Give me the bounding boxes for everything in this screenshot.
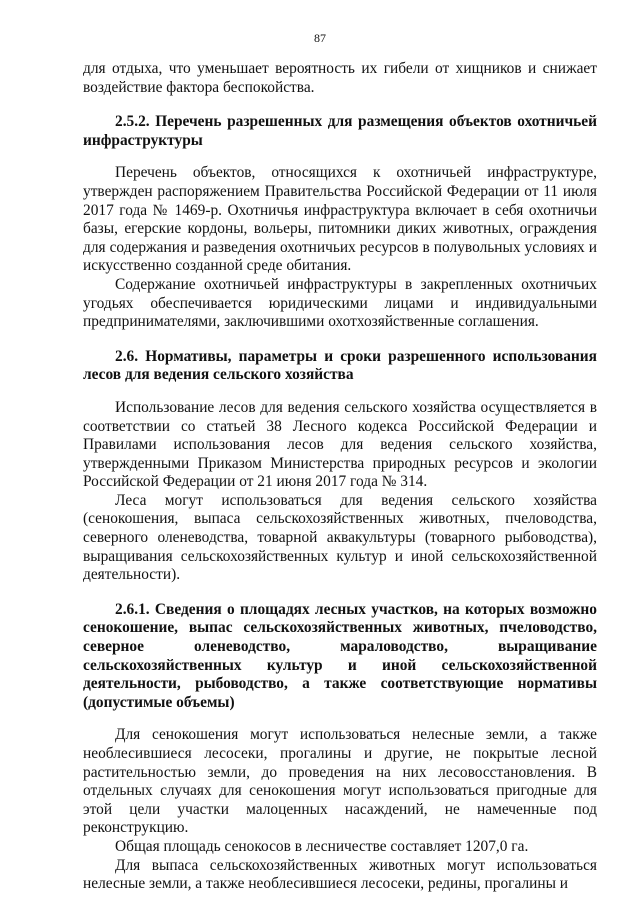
paragraph-continuation: для отдыха, что уменьшает вероятность их гибели от хищников и снижает воздействие фактора беспокойства. [83,60,597,96]
section-heading-2-6-1: 2.6.1. Сведения о площадях лесных участков, на которых возможно сенокошение, выпас сельскохозяйственных животных, пчеловодство, северное оленеводство, мараловодство, выращивание сельскохозяйственных культур и иной сельскохозяйственной деятельности, рыбоводство, а также соответствующие нормативы (допустимые объемы) [83,600,597,711]
paragraph-infrastructure-list: Перечень объектов, относящихся к охотничьей инфраструктуре, утвержден распоряжением Правительства Российской Федерации от 11 июля 2017 года № 1469-р. Охотничья инфраструктура включает в себя охотничьи базы, егерские кордоны, вольеры, питомники диких животных, ограждения для содержания и разведения охотничьих ресурсов в полувольных условиях и искусственно созданной среде обитания. [83,164,597,275]
paragraph-haymaking: Для сенокошения могут использоваться нелесные земли, а также необлесившиеся лесосеки, прогалины и другие, не покрытые лесной растительностью земли, до проведения на них лесовосстановления. В отдельных случаях для сенокошения могут использоваться пригодные для этой цели участки малоценных насаждений, не намеченные под реконструкцию. [83,726,597,837]
paragraph-agriculture-law: Использование лесов для ведения сельского хозяйства осуществляется в соответствии со статьей 38 Лесного кодекса Российской Федерации и Правилами использования лесов для ведения сельского хозяйства, утвержденными Приказом Министерства природных ресурсов и экологии Российской Федерации от 21 июня 2017 года № 314. [83,398,597,491]
paragraph-agriculture-uses: Леса могут использоваться для ведения сельского хозяйства (сенокошения, выпаса сельскохозяйственных животных, пчеловодства, северного оленеводства, товарной аквакультуры (товарного рыбоводства), выращивания сельскохозяйственных культур и иной сельскохозяйственной деятельности). [83,491,597,584]
paragraph-grazing: Для выпаса сельскохозяйственных животных могут использоваться нелесные земли, а также необлесившиеся лесосеки, редины, прогалины и [83,856,597,893]
page-number: 87 [314,31,326,45]
paragraph-infrastructure-maintenance: Содержание охотничьей инфраструктуры в закрепленных охотничьих угодьях обеспечивается юридическими лицами и индивидуальными предпринимателями, заключившими охотхозяйственные соглашения. [83,275,597,331]
page-content [83,60,597,894]
section-heading-2-5-2: 2.5.2. Перечень разрешенных для размещения объектов охотничьей инфраструктуры [83,113,597,149]
section-heading-2-6: 2.6. Нормативы, параметры и сроки разрешенного использования лесов для ведения сельского хозяйства [83,347,597,384]
paragraph-hayfield-area: Общая площадь сенокосов в лесничестве составляет 1207,0 га. [115,837,529,855]
